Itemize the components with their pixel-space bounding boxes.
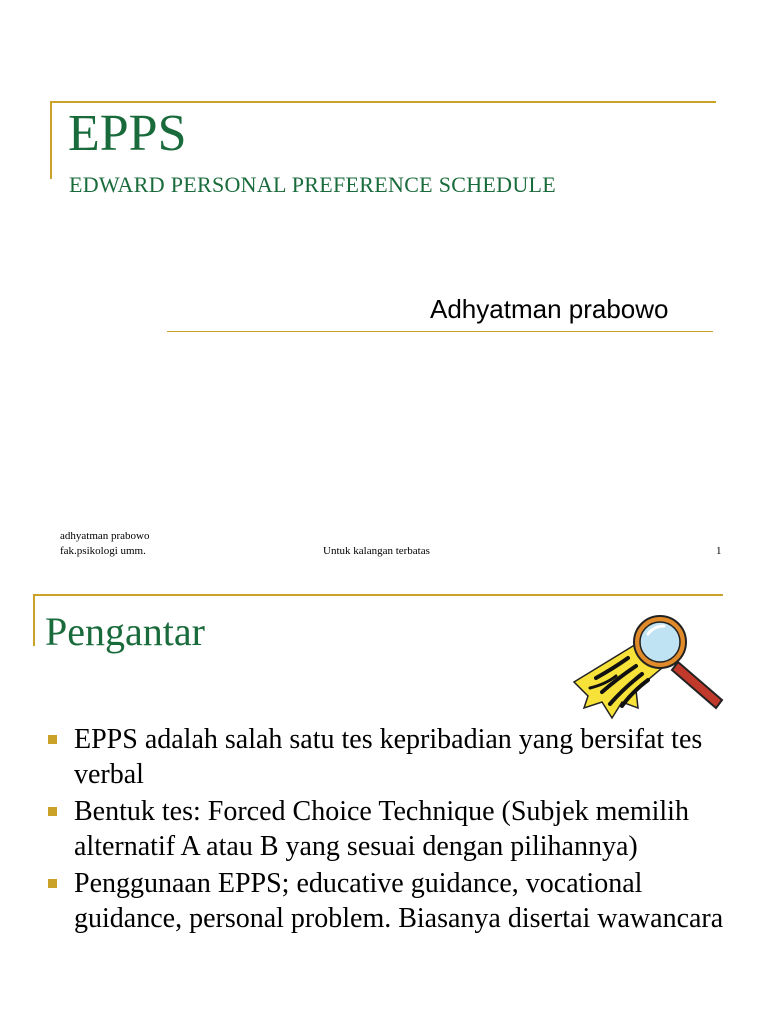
slide-title: Pengantar <box>45 609 205 654</box>
list-item: Penggunaan EPPS; educative guidance, vocational guidance, personal problem. Biasanya disertai wawancara <box>48 866 728 936</box>
bullet-square-icon <box>48 807 57 816</box>
slide-title: EPPS <box>68 105 187 162</box>
footer-author: adhyatman prabowo <box>60 530 150 542</box>
bullet-list <box>48 722 728 938</box>
footer-faculty: fak.psikologi umm. <box>60 545 146 557</box>
page-number: 1 <box>716 545 722 557</box>
author-name: Adhyatman prabowo <box>430 294 669 324</box>
title-vertical-rule <box>33 594 35 646</box>
title-vertical-rule <box>50 101 52 179</box>
footer-note: Untuk kalangan terbatas <box>323 545 430 557</box>
title-horizontal-rule <box>33 594 723 596</box>
list-item: EPPS adalah salah satu tes kepribadian yang bersifat tes verbal <box>48 722 728 792</box>
magnifying-glass-icon <box>566 604 732 726</box>
bullet-square-icon <box>48 879 57 888</box>
title-horizontal-rule <box>50 101 716 103</box>
slide-subtitle: EDWARD PERSONAL PREFERENCE SCHEDULE <box>69 172 556 197</box>
list-item: Bentuk tes: Forced Choice Technique (Subjek memilih alternatif A atau B yang sesuai dengan pilihannya) <box>48 794 728 864</box>
bullet-square-icon <box>48 735 57 744</box>
author-underline <box>167 331 713 332</box>
slide-2 <box>0 582 768 1024</box>
